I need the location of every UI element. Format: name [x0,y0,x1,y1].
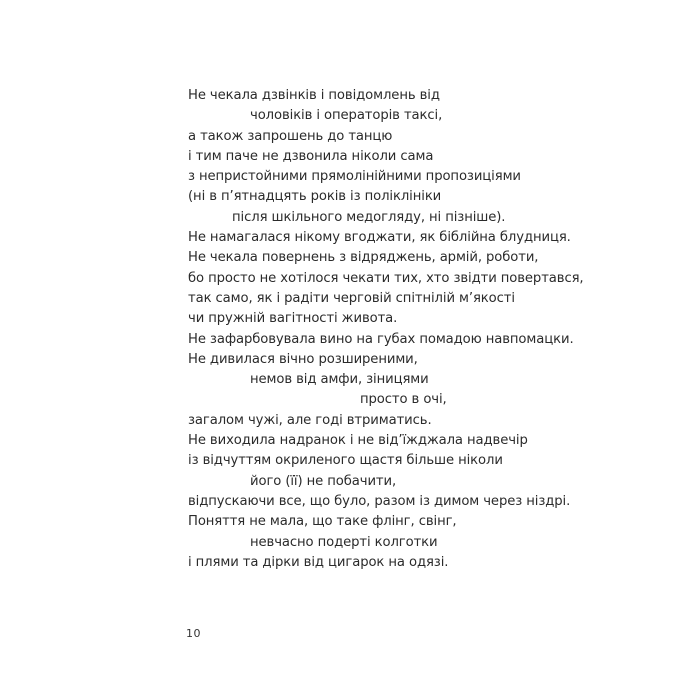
poem-line: бо просто не хотілося чекати тих, хто звідти повертався, [188,270,584,286]
poem-line: а також запрошень до танцю [188,128,393,144]
poem-line: відпускаючи все, що було, разом із димом через ніздрі. [188,493,571,509]
poem-line: Не чекала повернень з відряджень, армій, роботи, [188,250,539,266]
poem-line: немов від амфи, зіницями [250,372,429,388]
poem-line: Поняття не мала, що таке флінг, свінг, [188,514,457,530]
poem-line: із відчуттям окриленого щастя більше ніколи [188,453,503,469]
poem-line: і плями та дірки від цигарок на одязі. [188,554,449,570]
poem-text [188,86,584,573]
poem-line: його (її) не побачити, [250,473,397,489]
poem-line: Не чекала дзвінків і повідомлень від [188,88,440,103]
poem-line: невчасно подерті колготки [250,534,438,550]
poem-line: Не дивилася вічно розширеними, [188,351,418,367]
poem-line: чи пружній вагітності живота. [188,311,398,327]
poem-line: з непристойними прямолінійними пропозиціями [188,169,521,185]
poem-line: чоловіків і операторів таксі, [250,108,443,124]
poem-line: просто в очі, [360,392,447,408]
poem-line: загалом чужі, але годі втриматись. [188,412,432,428]
poem-line: Не намагалася нікому вгоджати, як біблійна блудниця. [188,230,571,246]
poem-line: після шкільного медогляду, ні пізніше). [232,209,506,225]
page-number: 10 [186,627,201,640]
poem-line: (ні в п’ятнадцять років із поліклініки [188,189,442,205]
poem-line: і тим паче не дзвонила ніколи сама [188,148,434,164]
poem-line: так само, як і радіти черговій спітнілій м’якості [188,290,515,306]
poem-line: Не зафарбовувала вино на губах помадою навпомацки. [188,331,574,347]
poem-line: Не виходила надранок і не від’їжджала надвечір [188,433,528,449]
